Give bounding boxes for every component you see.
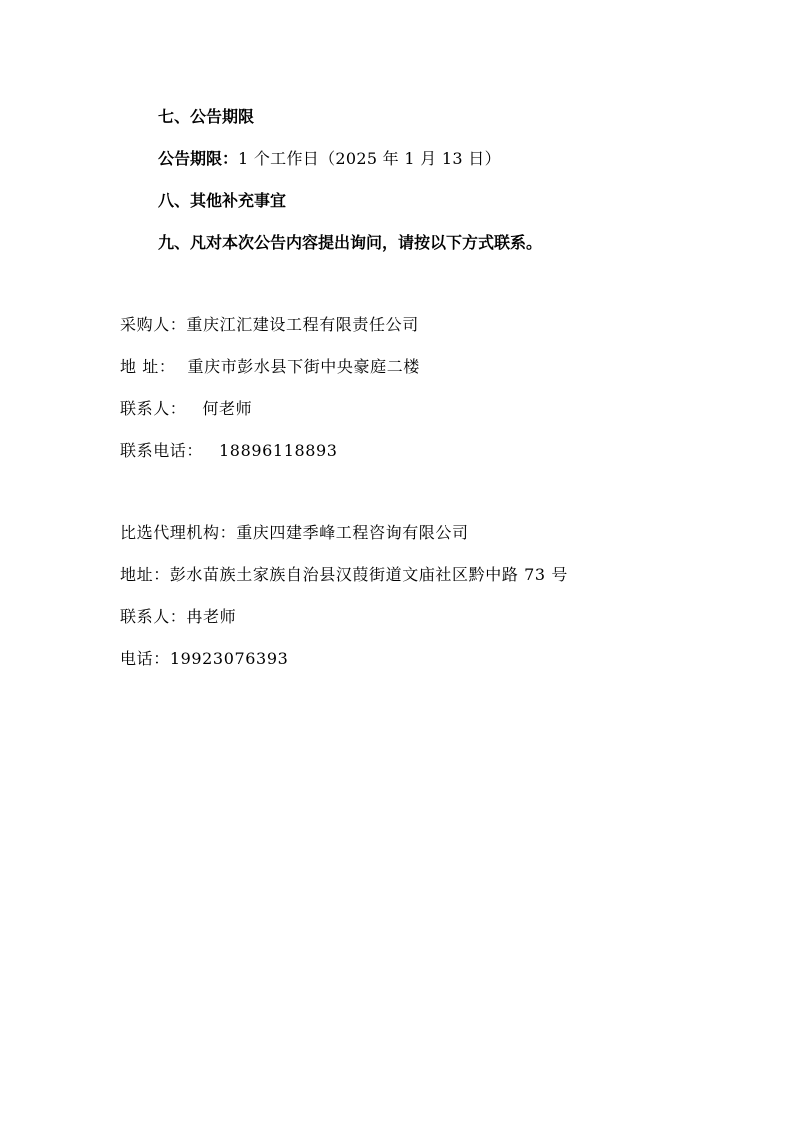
agency-contact-value: 冉老师 xyxy=(186,607,237,626)
other-matters-heading: 八、其他补充事宜 xyxy=(158,191,287,210)
agency-phone-label: 电话： xyxy=(120,649,170,668)
purchaser-phone-line xyxy=(120,443,338,459)
purchaser-address-value: 重庆市彭水县下街中央豪庭二楼 xyxy=(187,357,420,376)
agency-address-label: 地址： xyxy=(120,565,170,584)
agency-address-value: 彭水苗族土家族自治县汉葭街道文庙社区黔中路 73 号 xyxy=(169,565,568,584)
notice-period-value: 1 个工作日（2025 年 1 月 13 日） xyxy=(238,149,501,168)
purchaser-address-label: 地 址： xyxy=(120,357,176,376)
agency-name-value: 重庆四建季峰工程咨询有限公司 xyxy=(236,523,469,542)
notice-period-label: 公告期限： xyxy=(158,149,239,168)
contact-heading: 九、凡对本次公告内容提出询问，请按以下方式联系。 xyxy=(158,233,543,252)
agency-phone-line xyxy=(120,651,288,667)
agency-name-label: 比选代理机构： xyxy=(120,523,237,542)
purchaser-name-value: 重庆江汇建设工程有限责任公司 xyxy=(186,315,419,334)
agency-name-line xyxy=(120,525,469,541)
purchaser-contact-label: 联系人： xyxy=(120,399,187,418)
agency-phone-value: 19923076393 xyxy=(169,649,289,668)
purchaser-contact-line xyxy=(120,401,252,417)
notice-period-heading: 七、公告期限 xyxy=(158,107,255,126)
purchaser-name-label: 采购人： xyxy=(120,315,187,334)
agency-contact-label: 联系人： xyxy=(120,607,187,626)
purchaser-contact-value: 何老师 xyxy=(202,399,253,418)
purchaser-address-line xyxy=(120,359,420,375)
purchaser-phone-label: 联系电话： xyxy=(120,441,204,460)
notice-period-line xyxy=(158,151,501,168)
agency-address-line xyxy=(120,567,568,583)
purchaser-phone-value: 18896118893 xyxy=(219,441,338,460)
agency-contact-line xyxy=(120,609,236,625)
purchaser-name-line xyxy=(120,317,419,333)
